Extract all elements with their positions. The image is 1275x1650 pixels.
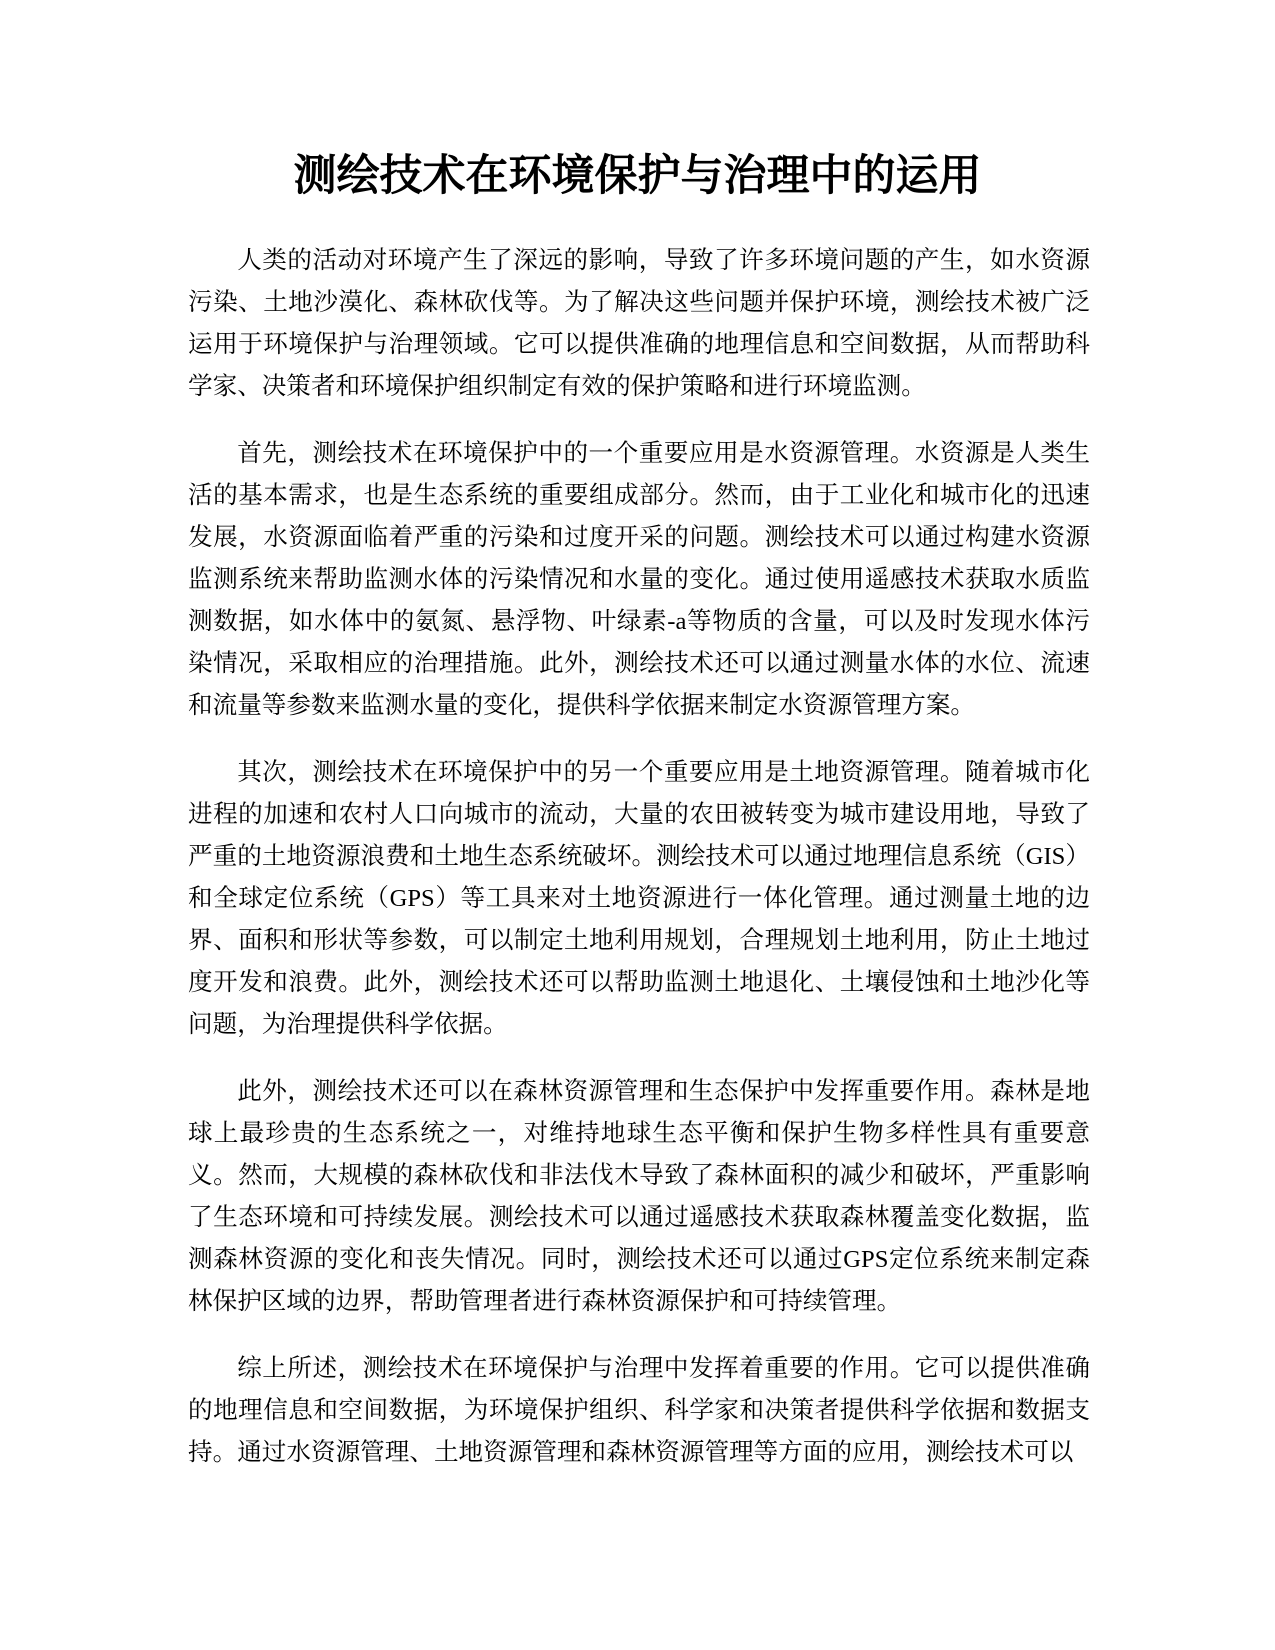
paragraph-intro: 人类的活动对环境产生了深远的影响，导致了许多环境问题的产生，如水资源污染、土地沙漠化、森林砍伐等。为了解决这些问题并保护环境，测绘技术被广泛运用于环境保护与治理领域。它可以提供准确的地理信息和空间数据，从而帮助科学家、决策者和环境保护组织制定有效的保护策略和进行环境监测。 [188, 247, 1090, 400]
paragraph-land-resources: 其次，测绘技术在环境保护中的另一个重要应用是土地资源管理。随着城市化进程的加速和农村人口向城市的流动，大量的农田被转变为城市建设用地，导致了严重的土地资源浪费和土地生态系统破坏。测绘技术可以通过地理信息系统（GIS）和全球定位系统（GPS）等工具来对土地资源进行一体化管理。通过测量土地的边界、面积和形状等参数，可以制定土地利用规划，合理规划土地利用，防止土地过度开发和浪费。此外，测绘技术还可以帮助监测土地退化、土壤侵蚀和土地沙化等问题，为治理提供科学依据。 [188, 759, 1090, 1038]
document-body [188, 240, 1090, 1499]
document-title: 测绘技术在环境保护与治理中的运用 [293, 151, 982, 201]
paragraph-conclusion: 综上所述，测绘技术在环境保护与治理中发挥着重要的作用。它可以提供准确的地理信息和空间数据，为环境保护组织、科学家和决策者提供科学依据和数据支持。通过水资源管理、土地资源管理和森林资源管理等方面的应用，测绘技术可以 [188, 1355, 1090, 1466]
paragraph-water-resources: 首先，测绘技术在环境保护中的一个重要应用是水资源管理。水资源是人类生活的基本需求，也是生态系统的重要组成部分。然而，由于工业化和城市化的迅速发展，水资源面临着严重的污染和过度开采的问题。测绘技术可以通过构建水资源监测系统来帮助监测水体的污染情况和水量的变化。通过使用遥感技术获取水质监测数据，如水体中的氨氮、悬浮物、叶绿素-a等物质的含量，可以及时发现水体污染情况，采取相应的治理措施。此外，测绘技术还可以通过测量水体的水位、流速和流量等参数来监测水量的变化，提供科学依据来制定水资源管理方案。 [188, 440, 1090, 719]
paragraph-forest-resources: 此外，测绘技术还可以在森林资源管理和生态保护中发挥重要作用。森林是地球上最珍贵的生态系统之一，对维持地球生态平衡和保护生物多样性具有重要意义。然而，大规模的森林砍伐和非法伐木导致了森林面积的减少和破坏，严重影响了生态环境和可持续发展。测绘技术可以通过遥感技术获取森林覆盖变化数据，监测森林资源的变化和丧失情况。同时，测绘技术还可以通过GPS定位系统来制定森林保护区域的边界，帮助管理者进行森林资源保护和可持续管理。 [188, 1078, 1090, 1315]
